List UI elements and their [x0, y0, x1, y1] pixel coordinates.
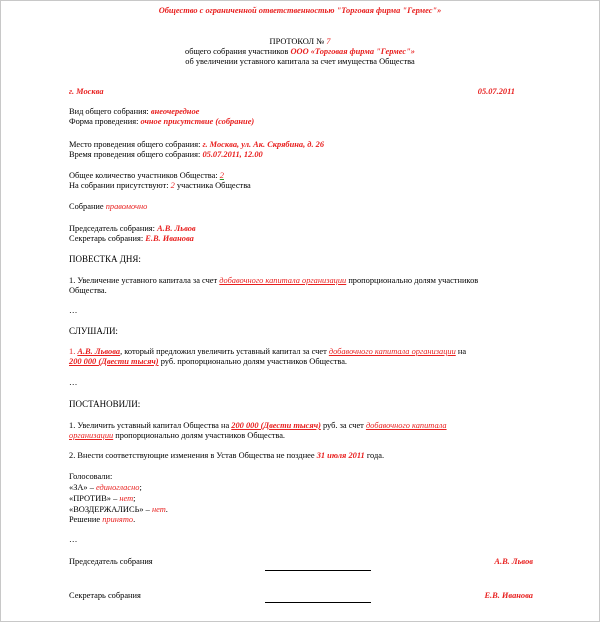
voting-ellipsis: …: [69, 535, 78, 544]
vote-abstain-end: .: [165, 505, 168, 514]
heard-text1: , который предложил увеличить уставный капитал за счет: [120, 347, 329, 356]
decision-value: принято: [102, 515, 134, 524]
protocol-label: ПРОТОКОЛ №: [269, 37, 327, 46]
vote-abstain: [69, 505, 168, 515]
present-participants: [69, 181, 251, 191]
vote-against-end: ;: [133, 494, 136, 503]
resolved-item1-amount: 200 000 (Двести тысяч): [231, 421, 321, 430]
subtitle-prefix: общего собрания участников: [185, 47, 291, 56]
chair-signature-label: Председатель собрания: [69, 557, 153, 566]
meeting-form-label: Форма проведения:: [69, 117, 141, 126]
heard-highlight: добавочного капитала организации: [328, 347, 456, 356]
heard-text2: на: [455, 347, 467, 356]
heard-ellipsis: …: [69, 378, 78, 387]
quorum-value: правомочно: [105, 202, 148, 211]
heard-num: 1.: [69, 347, 78, 356]
resolved-item2-suffix: года.: [364, 451, 385, 460]
secretary-label: Секретарь собрания:: [69, 234, 146, 243]
chairman-label: Председатель собрания:: [69, 224, 158, 233]
chairman-value: А.В. Львов: [157, 224, 196, 233]
vote-abstain-label: «ВОЗДЕРЖАЛИСЬ» –: [69, 505, 152, 514]
resolved-item-1: [69, 421, 447, 431]
chair-signature-line: [265, 570, 371, 571]
protocol-topic-text: об увеличении уставного капитала за счет имущества Общества: [185, 57, 415, 66]
company-name: Общество с ограниченной ответственностью "Торговая фирма "Гермес"»: [158, 6, 442, 15]
secretary-signature-line: [265, 602, 371, 603]
resolved-item1-prefix: 1. Увеличить уставный капитал Общества на: [69, 421, 232, 430]
protocol-title: [1, 37, 599, 47]
resolved-item1-mid: руб. за счет: [320, 421, 366, 430]
resolved-item1-highlight-b: организации: [69, 431, 114, 440]
total-participants: [69, 171, 224, 181]
vote-against-value: нет: [119, 494, 134, 503]
city: г. Москва: [69, 87, 104, 96]
heard-item-line2: [69, 357, 347, 367]
present-value: 2: [170, 181, 175, 190]
resolved-item2-date: 31 июля 2011: [316, 451, 365, 460]
resolved-item-1-line2: [69, 431, 285, 441]
secretary-signature-label: Секретарь собрания: [69, 591, 141, 600]
present-suffix: участника Общества: [174, 181, 251, 190]
quorum-label: Собрание: [69, 202, 106, 211]
quorum: [69, 202, 147, 212]
resolved-item1-highlight-a: добавочного капитала: [365, 421, 447, 430]
protocol-date: 05.07.2011: [477, 87, 515, 96]
heard-item: [69, 347, 466, 357]
vote-against-label: «ПРОТИВ» –: [69, 494, 120, 503]
secretary-signature-name: Е.В. Иванова: [484, 591, 533, 600]
resolved-item-2: [69, 451, 384, 461]
vote-for-value: единогласно: [96, 483, 140, 492]
total-label: Общее количество участников Общества:: [69, 171, 220, 180]
protocol-topic: [1, 57, 599, 67]
agenda-item-suffix: пропорционально долям участников: [346, 276, 479, 285]
resolved-item2-prefix: 2. Внести соответствующие изменения в Устав Общества не позднее: [69, 451, 317, 460]
meeting-place-value: г. Москва, ул. Ак. Скрябина, д. 26: [202, 140, 325, 149]
present-label: На собрании присутствуют:: [69, 181, 171, 190]
protocol-subtitle: [1, 47, 599, 57]
meeting-form-value: очное присутствие (собрание): [140, 117, 255, 126]
voting-heading: Голосовали:: [69, 472, 113, 481]
protocol-number: 7: [326, 37, 331, 46]
meeting-type: [69, 107, 199, 117]
meeting-time-label: Время проведения общего собрания:: [69, 150, 203, 159]
agenda-heading: ПОВЕСТКА ДНЯ:: [69, 254, 141, 264]
secretary: [69, 234, 194, 244]
vote-for: [69, 483, 142, 493]
vote-for-end: ;: [139, 483, 142, 492]
meeting-place-label: Место проведения общего собрания:: [69, 140, 203, 149]
agenda-item-prefix: 1. Увеличение уставного капитала за счет: [69, 276, 220, 285]
agenda-item-line2: Общества.: [69, 286, 107, 295]
agenda-ellipsis: …: [69, 306, 78, 315]
resolved-heading: ПОСТАНОВИЛИ:: [69, 399, 141, 409]
subtitle-company: ООО «Торговая фирма "Гермес"»: [290, 47, 415, 56]
chairman: [69, 224, 196, 234]
meeting-form: [69, 117, 254, 127]
secretary-value: Е.В. Иванова: [145, 234, 194, 243]
agenda-item-highlight: добавочного капитала организации: [219, 276, 347, 285]
chair-signature-name: А.В. Львов: [494, 557, 533, 566]
decision-end: .: [133, 515, 136, 524]
meeting-time: [69, 150, 263, 160]
agenda-item: [69, 276, 478, 286]
heard-heading: СЛУШАЛИ:: [69, 326, 118, 336]
heard-amount: 200 000 (Двести тысяч): [69, 357, 159, 366]
meeting-time-value: 05.07.2011, 12.00: [202, 150, 263, 159]
meeting-type-value: внеочередное: [150, 107, 200, 116]
vote-for-label: «ЗА» –: [69, 483, 96, 492]
heard-speaker: А.В. Львова: [77, 347, 121, 356]
meeting-type-label: Вид общего собрания:: [69, 107, 151, 116]
meeting-place: [69, 140, 324, 150]
decision: [69, 515, 135, 525]
vote-abstain-value: нет: [151, 505, 166, 514]
company-header: [1, 6, 599, 16]
total-value: 2: [219, 171, 224, 180]
heard-text3: руб. пропорционально долям участников Общества.: [158, 357, 348, 366]
decision-label: Решение: [69, 515, 103, 524]
vote-against: [69, 494, 136, 504]
resolved-item1-suffix: пропорционально долям участников Общества.: [113, 431, 286, 440]
